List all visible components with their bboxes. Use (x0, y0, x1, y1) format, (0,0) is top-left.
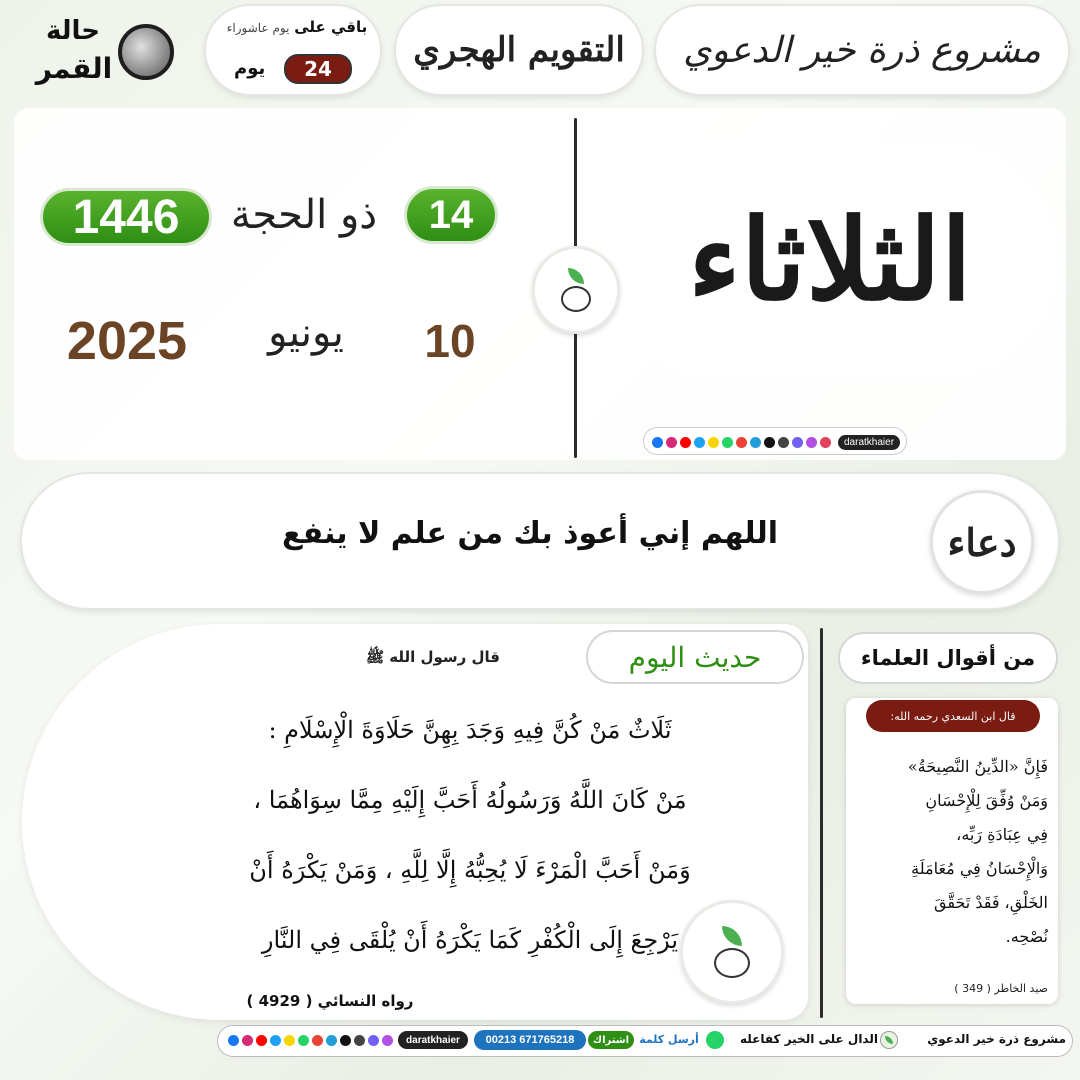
scholars-line-4: وَالْإِحْسَانُ فِي مُعَامَلَةِ (911, 859, 1048, 878)
scholars-source: صيد الخاطر ( 349 ) (954, 982, 1048, 995)
social-icons-footer (228, 1035, 393, 1046)
telegram-icon[interactable] (750, 437, 761, 448)
moon-status (14, 12, 174, 92)
logo-badge-top (532, 246, 620, 334)
scholars-line-1: فَإِنَّ «الدِّينُ النَّصِيحَةُ» (907, 757, 1048, 776)
whatsapp-icon[interactable] (298, 1035, 309, 1046)
countdown-panel (206, 6, 380, 94)
hadith-title: حديث اليوم (628, 640, 762, 674)
footer-project: مشروع ذرة خير الدعوي (927, 1032, 1066, 1046)
snapchat-icon[interactable] (284, 1035, 295, 1046)
scholars-line-6: نُصْحِه. (1005, 927, 1048, 946)
day-name-panel (600, 140, 1060, 380)
twitter-icon[interactable] (694, 437, 705, 448)
greg-year: 2025 (66, 311, 188, 371)
instagram-icon[interactable] (666, 437, 677, 448)
hadith-line-2: مَنْ كَانَ اللَّهُ وَرَسُولُهُ أَحَبَّ إِلَيْهِ مِمَّا سِوَاهُمَا ، (253, 786, 687, 814)
snapchat-icon[interactable] (708, 437, 719, 448)
scholars-line-5: الخَلْقِ، فَقَدْ تَحَقَّقَ (934, 893, 1048, 912)
scholars-line-3: فِي عِبَادَةِ رَبِّه، (956, 825, 1048, 844)
email-icon[interactable] (312, 1035, 323, 1046)
countdown-event: يوم عاشوراء (226, 21, 290, 35)
scholars-divider (820, 628, 823, 1018)
social-handle-top[interactable]: daratkhaier (838, 435, 900, 450)
hadith-intro: قال رسول الله ﷺ (365, 648, 500, 666)
facebook-icon[interactable] (652, 437, 663, 448)
leaf-icon (722, 926, 742, 946)
footer-phone[interactable]: 00213 671765218 (474, 1030, 586, 1050)
social-icons-top (652, 435, 900, 450)
hijri-year-badge: 1446 (40, 188, 212, 246)
moon-label-1: حالة (45, 16, 101, 46)
telegram-icon[interactable] (326, 1035, 337, 1046)
viber-icon[interactable] (792, 437, 803, 448)
whatsapp-icon[interactable] (722, 437, 733, 448)
footer-slogan: الدال على الخير كفاعله (740, 1032, 878, 1046)
logo-badge-bottom (680, 900, 784, 1004)
scholars-line-2: وَمَنْ وُفِّقَ لِلْإِحْسَانِ (925, 791, 1048, 810)
day-name: الثلاثاء (688, 194, 972, 326)
facebook-icon[interactable] (228, 1035, 239, 1046)
scholars-speaker-badge (866, 700, 1040, 732)
countdown-unit: يوم (234, 58, 266, 79)
leaf-icon (568, 268, 584, 284)
tiktok-icon[interactable] (340, 1035, 351, 1046)
threads-icon[interactable] (778, 437, 789, 448)
moon-label-2: القمر (35, 52, 113, 85)
footer-send-word: أرسل كلمة (639, 1033, 699, 1046)
hadith-line-3: وَمَنْ أَحَبَّ الْمَرْءَ لَا يُحِبُّهُ إِلَّا لِلَّهِ ، وَمَنْ يَكْرَهُ أَنْ (249, 856, 691, 884)
hadith-source: رواه النسائي ( 4929 ) (246, 992, 414, 1010)
tiktok-icon[interactable] (764, 437, 775, 448)
calendar-title: التقويم الهجري (413, 30, 625, 70)
scholars-speaker: قال ابن السعدي رحمه الله: (890, 709, 1016, 723)
greg-month: يونيو (268, 310, 344, 356)
calendar-title-panel (396, 6, 642, 94)
project-title: مشروع ذرة خير الدعوي (683, 29, 1041, 71)
email-icon[interactable] (736, 437, 747, 448)
hadith-line-1: ثَلَاثٌ مَنْ كُنَّ فِيهِ وَجَدَ بِهِنَّ حَلَاوَةَ الْإِسْلَامِ : (268, 716, 672, 744)
hadith-title-badge (588, 632, 802, 682)
podcast-icon[interactable] (382, 1035, 393, 1046)
scholars-quote (856, 750, 1048, 954)
countdown-label: باقي على (294, 18, 368, 36)
scholars-title: من أقوال العلماء (860, 646, 1036, 670)
countdown-days-badge: 24 (284, 54, 352, 84)
footer-subscribe-badge[interactable]: اشتراك (588, 1031, 634, 1049)
podcast-icon[interactable] (806, 437, 817, 448)
whatsapp-icon[interactable] (706, 1031, 724, 1049)
youtube-icon[interactable] (680, 437, 691, 448)
hadith-line-4: يَرْجِعَ إِلَى الْكُفْرِ كَمَا يَكْرَهُ أَنْ يُلْقَى فِي النَّارِ (261, 926, 679, 954)
footer-logo-icon (880, 1031, 898, 1049)
viber-icon[interactable] (368, 1035, 379, 1046)
moon-icon (118, 24, 174, 80)
threads-icon[interactable] (354, 1035, 365, 1046)
project-title-panel (656, 6, 1068, 94)
dua-label: دعاء (947, 519, 1017, 565)
footer-handle[interactable]: daratkhaier (398, 1031, 468, 1049)
hijri-day-badge: 14 (404, 186, 498, 244)
instagram-icon[interactable] (242, 1035, 253, 1046)
hijri-month: ذو الحجة (230, 192, 378, 238)
twitter-icon[interactable] (270, 1035, 281, 1046)
youtube-icon[interactable] (256, 1035, 267, 1046)
dua-text: اللهم إني أعوذ بك من علم لا ينفع (281, 516, 779, 551)
dua-label-circle (930, 490, 1034, 594)
share-icon[interactable] (820, 437, 831, 448)
greg-day: 10 (424, 315, 476, 367)
scholars-title-badge (840, 634, 1056, 682)
